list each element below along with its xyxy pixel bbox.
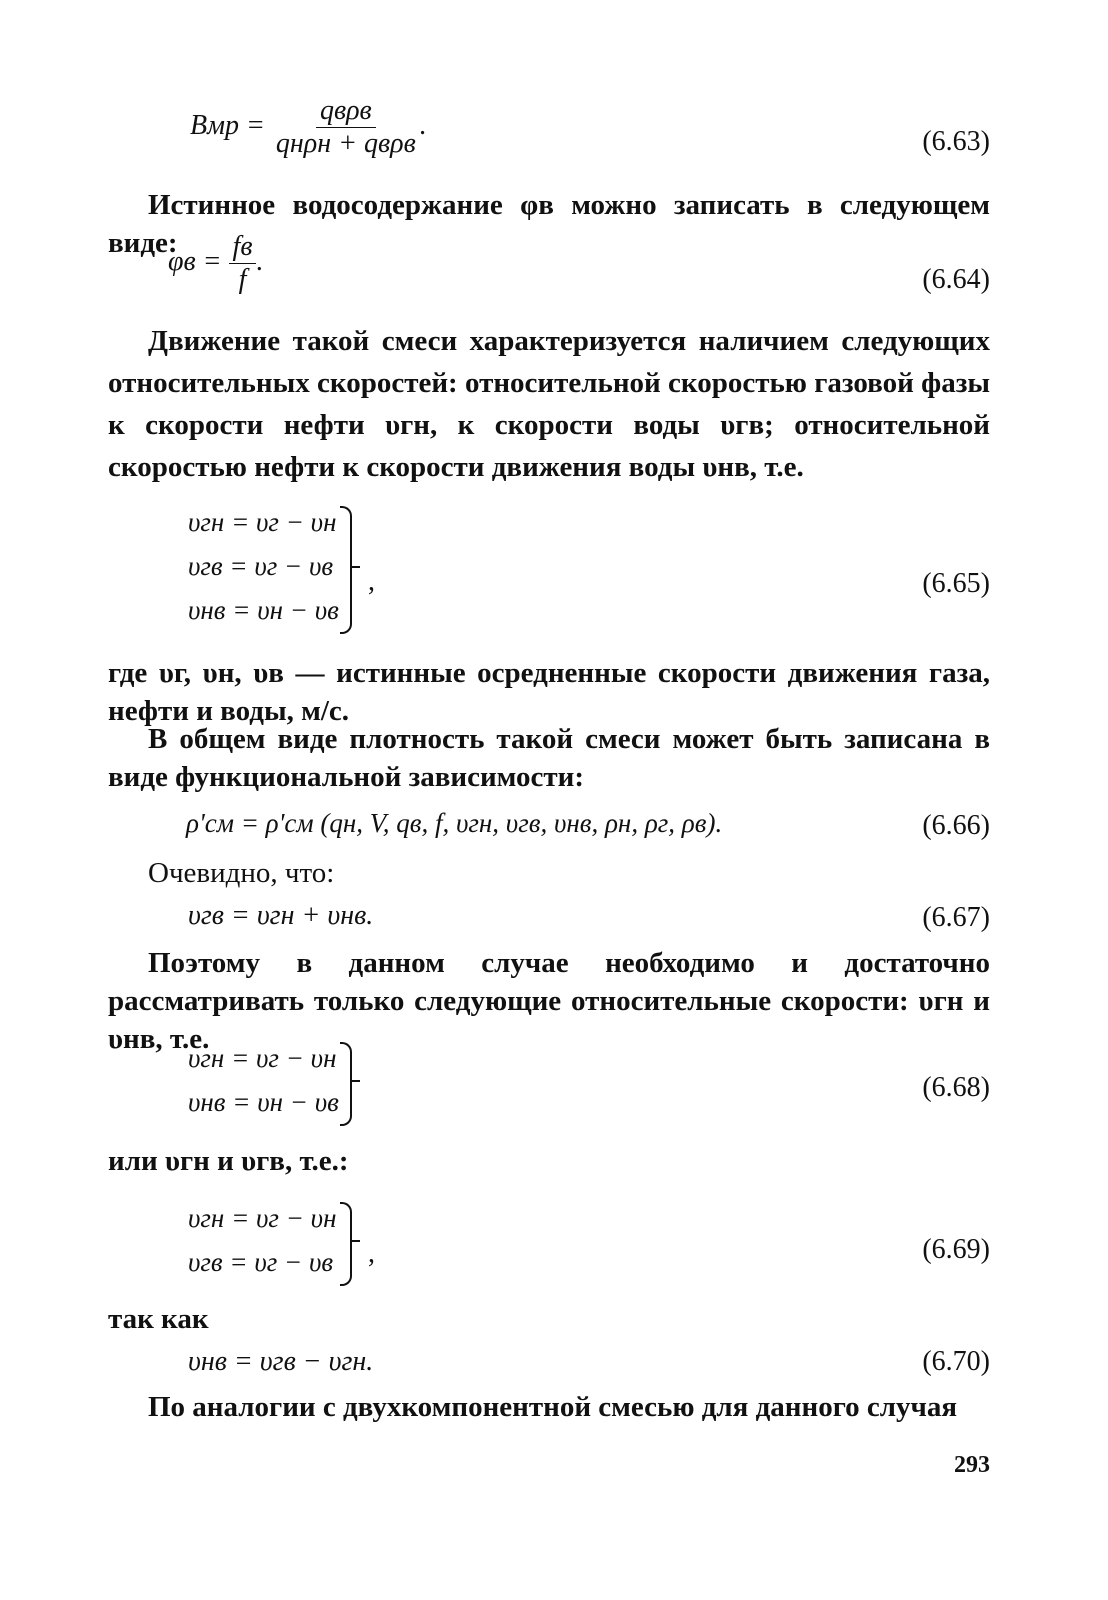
eq-6-68-row-1: υгн = υг − υн xyxy=(188,1043,337,1073)
eq-number-6-64: (6.64) xyxy=(922,264,990,295)
equation-6-63 xyxy=(190,96,427,159)
eq-6-65-row-1: υгн = υг − υн xyxy=(188,507,337,537)
eq-6-63-denominator: qнρн + qвρв xyxy=(275,128,416,159)
eq-6-65-brace-tip xyxy=(350,566,360,568)
eq-number-6-63: (6.63) xyxy=(922,126,990,157)
eq-number-6-67: (6.67) xyxy=(922,902,990,933)
paragraph-1: Истинное водосодержание φв можно записать в следующем виде: xyxy=(108,189,990,259)
paragraph-9: По аналогии с двухкомпонентной смесью для данного случая xyxy=(148,1391,958,1423)
equation-6-66: ρ'см = ρ'см (qн, V, qв, f, υгн, υгв, υнв, ρн, ρг, ρв). xyxy=(186,808,723,838)
eq-6-64-tail: . xyxy=(256,245,264,277)
eq-6-64-lhs: φв = xyxy=(168,245,222,277)
eq-number-6-70: (6.70) xyxy=(922,1346,990,1377)
eq-6-63-fraction xyxy=(272,96,420,159)
paragraph-7: или υгн и υгв, т.е.: xyxy=(108,1145,349,1177)
eq-6-63-tail: . xyxy=(419,109,427,141)
eq-number-6-69: (6.69) xyxy=(922,1234,990,1265)
equation-6-64 xyxy=(168,232,263,295)
paragraph-2: Движение такой смеси характеризуется наличием следующих относительных скоростей: относительной скоростью газовой фазы к скорости нефти υгн, к скорости воды υгв; относительной скоростью нефти к скорости движения воды υнв, т.е. xyxy=(108,325,990,483)
eq-6-69-row-2: υгв = υг − υв xyxy=(188,1247,334,1277)
eq-6-65-tail: , xyxy=(368,566,375,597)
eq-6-64-denominator: f xyxy=(238,264,247,295)
paragraph-6: Поэтому в данном случае необходимо и достаточно рассматривать только следующие относительные скорости: υгн и υнв, т.е. xyxy=(108,947,990,1055)
eq-6-63-lhs: Bмр = xyxy=(190,109,265,141)
eq-6-65-row-2: υгв = υг − υв xyxy=(188,551,334,581)
eq-number-6-65: (6.65) xyxy=(922,568,990,599)
equation-6-69 xyxy=(188,1196,336,1284)
eq-6-65-brace xyxy=(340,506,352,634)
equation-6-67: υгв = υгн + υнв. xyxy=(188,900,374,931)
eq-6-69-tail: , xyxy=(368,1238,375,1269)
paragraph-5: Очевидно, что: xyxy=(148,857,335,889)
equation-6-70: υнв = υгв − υгн. xyxy=(188,1346,374,1377)
page-number: 293 xyxy=(954,1452,990,1478)
eq-6-68-brace xyxy=(340,1042,352,1126)
eq-6-64-fraction xyxy=(229,232,257,295)
paragraph-4: В общем виде плотность такой смеси может быть записана в виде функциональной зависимости: xyxy=(108,723,990,793)
eq-number-6-66: (6.66) xyxy=(922,810,990,841)
paragraph-3: где υг, υн, υв — истинные осредненные скорости движения газа, нефти и воды, м/с. xyxy=(108,657,990,727)
eq-6-69-row-1: υгн = υг − υн xyxy=(188,1203,337,1233)
eq-6-63-numerator: qвρв xyxy=(316,96,376,128)
eq-6-64-numerator: fв xyxy=(229,232,257,264)
eq-6-69-brace xyxy=(340,1202,352,1286)
equation-6-68 xyxy=(188,1036,339,1124)
eq-6-68-brace-tip xyxy=(350,1080,360,1082)
eq-6-68-row-2: υнв = υн − υв xyxy=(188,1087,339,1117)
equation-6-65 xyxy=(188,500,339,632)
eq-6-65-row-3: υнв = υн − υв xyxy=(188,595,339,625)
paragraph-8: так как xyxy=(108,1303,209,1335)
eq-number-6-68: (6.68) xyxy=(922,1072,990,1103)
eq-6-69-brace-tip xyxy=(350,1240,360,1242)
